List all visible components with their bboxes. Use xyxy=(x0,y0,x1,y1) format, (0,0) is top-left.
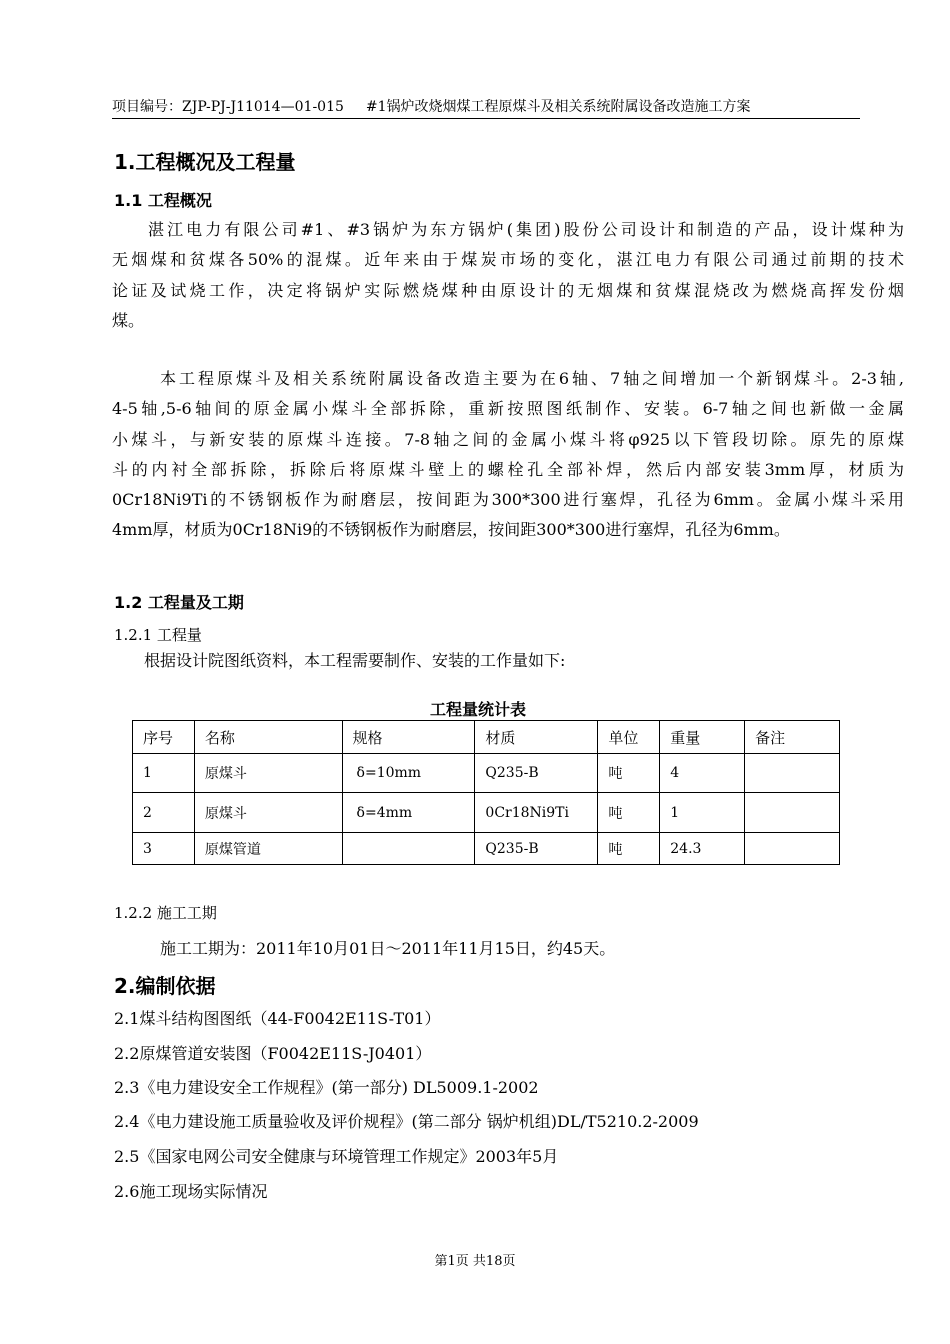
section-1-heading: 1.工程概况及工程量 xyxy=(114,150,296,174)
reference-item: 2.5《国家电网公司安全健康与环境管理工作规定》2003年5月 xyxy=(114,1147,559,1166)
table-cell xyxy=(745,833,840,865)
table-row xyxy=(133,833,840,865)
reference-item: 2.2原煤管道安装图（F0042E11S-J0401） xyxy=(114,1044,432,1063)
section-1-2-heading: 1.2 工程量及工期 xyxy=(114,593,244,612)
table-cell: 吨 xyxy=(598,833,660,865)
table-cell: Q235-B xyxy=(475,754,598,793)
paragraph-line: 本工程原煤斗及相关系统附属设备改造主要为在6轴、7轴之间增加一个新钢煤斗。2-3轴, xyxy=(160,369,904,388)
table-cell: 4 xyxy=(660,754,745,793)
overview-paragraph-1 xyxy=(112,215,904,336)
header-cell: 备注 xyxy=(745,721,840,754)
table-cell: 1 xyxy=(133,754,195,793)
table-cell xyxy=(342,833,475,865)
quantity-table xyxy=(132,720,840,865)
paragraph-line: 4mm厚，材质为0Cr18Ni9的不锈钢板作为耐磨层，按间距300*300进行塞焊，孔径为6mm。 xyxy=(112,520,790,540)
section-2-heading: 2.编制依据 xyxy=(114,974,216,998)
page-header xyxy=(112,96,860,119)
table-cell: 2 xyxy=(133,793,195,833)
section-1-2-2-heading: 1.2.2 施工工期 xyxy=(114,904,217,922)
table-row xyxy=(133,754,840,793)
table-cell: δ=10mm xyxy=(342,754,475,793)
table-caption: 工程量统计表 xyxy=(430,700,527,719)
reference-item: 2.3《电力建设安全工作规程》(第一部分) DL5009.1-2002 xyxy=(114,1078,539,1097)
document-title: #1锅炉改烧烟煤工程原煤斗及相关系统附属设备改造施工方案 xyxy=(365,99,751,115)
schedule-text: 施工工期为：2011年10月01日～2011年11月15日，约45天。 xyxy=(160,939,616,958)
paragraph-line: 湛江电力有限公司#1、#3锅炉为东方锅炉(集团)股份公司设计和制造的产品，设计煤种为 xyxy=(148,220,904,239)
header-cell: 重量 xyxy=(660,721,745,754)
reference-item: 2.4《电力建设施工质量验收及评价规程》(第二部分 锅炉机组)DL/T5210.2-2009 xyxy=(114,1112,699,1131)
reference-item: 2.6施工现场实际情况 xyxy=(114,1182,268,1201)
overview-paragraph-2 xyxy=(112,364,904,546)
header-cell: 单位 xyxy=(598,721,660,754)
table-cell: 24.3 xyxy=(660,833,745,865)
quantity-intro: 根据设计院图纸资料，本工程需要制作、安装的工作量如下: xyxy=(144,651,566,670)
table-header-row xyxy=(133,721,840,754)
table-cell: 原煤斗 xyxy=(194,793,342,833)
table-cell: 吨 xyxy=(598,793,660,833)
table-cell: 吨 xyxy=(598,754,660,793)
table-cell: 1 xyxy=(660,793,745,833)
section-1-1-heading: 1.1 工程概况 xyxy=(114,191,212,210)
page-footer: 第1页 共18页 xyxy=(434,1254,516,1269)
paragraph-line: 4-5轴,5-6轴间的原金属小煤斗全部拆除，重新按照图纸制作、安装。6-7轴之间也新做一金属 xyxy=(112,399,904,419)
header-cell: 名称 xyxy=(194,721,342,754)
header-cell: 规格 xyxy=(342,721,475,754)
table-row xyxy=(133,793,840,833)
table-cell: 原煤管道 xyxy=(194,833,342,865)
table-cell: δ=4mm xyxy=(342,793,475,833)
table-cell: 0Cr18Ni9Ti xyxy=(475,793,598,833)
header-cell: 材质 xyxy=(475,721,598,754)
paragraph-line: 斗的内衬全部拆除，拆除后将原煤斗壁上的螺栓孔全部补焊，然后内部安装3mm厚，材质为 xyxy=(112,459,904,479)
table-cell xyxy=(745,793,840,833)
project-number: 项目编号：ZJP-PJ-J11014—01-015 xyxy=(112,99,344,115)
paragraph-line: 论证及试烧工作，决定将锅炉实际燃烧煤种由原设计的无烟煤和贫煤混烧改为燃烧高挥发份烟 xyxy=(112,280,904,300)
paragraph-line: 煤。 xyxy=(112,310,145,330)
table-cell: 原煤斗 xyxy=(194,754,342,793)
table-cell xyxy=(745,754,840,793)
reference-item: 2.1煤斗结构图图纸（44-F0042E11S-T01） xyxy=(114,1009,441,1028)
paragraph-line: 无烟煤和贫煤各50%的混煤。近年来由于煤炭市场的变化，湛江电力有限公司通过前期的技术 xyxy=(112,250,904,270)
paragraph-line: 小煤斗，与新安装的原煤斗连接。7-8轴之间的金属小煤斗将φ925以下管段切除。原先的原煤 xyxy=(112,429,904,449)
section-1-2-1-heading: 1.2.1 工程量 xyxy=(114,626,202,644)
table-cell: Q235-B xyxy=(475,833,598,865)
table-cell: 3 xyxy=(133,833,195,865)
paragraph-line: 0Cr18Ni9Ti的不锈钢板作为耐磨层，按间距为300*300进行塞焊，孔径为6mm。金属小煤斗采用 xyxy=(112,490,904,510)
header-cell: 序号 xyxy=(133,721,195,754)
